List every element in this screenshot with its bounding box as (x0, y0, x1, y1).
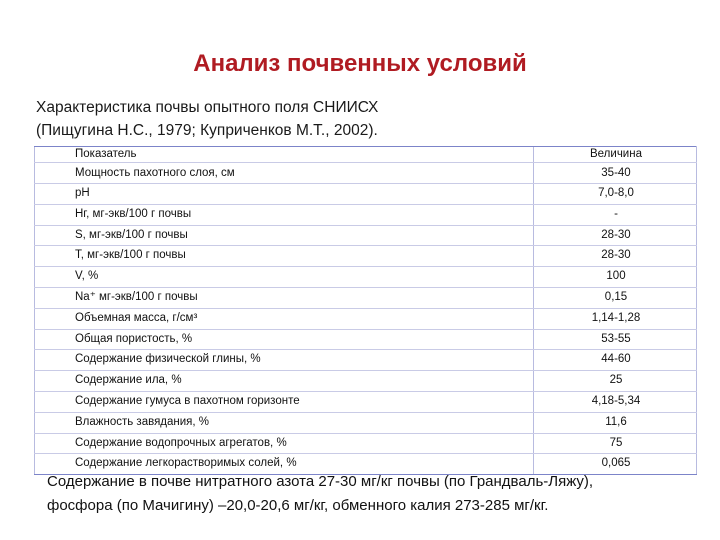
row-indicator: Т, мг-экв/100 г почвы (35, 246, 534, 267)
row-value: 28-30 (534, 246, 697, 267)
table-header-row (35, 147, 697, 163)
row-value: 100 (534, 267, 697, 288)
table-row (35, 371, 697, 392)
row-indicator: Мощность пахотного слоя, см (35, 163, 534, 184)
row-value: 44-60 (534, 350, 697, 371)
footer-line-1: Содержание в почве нитратного азота 27-30 мг/кг почвы (по Грандваль-Ляжу), (47, 473, 594, 490)
row-value: 0,15 (534, 287, 697, 308)
page-title: Анализ почвенных условий (193, 50, 527, 77)
row-indicator: Объемная масса, г/см³ (35, 308, 534, 329)
table-row (35, 391, 697, 412)
table-row (35, 163, 697, 184)
row-value: 1,14-1,28 (534, 308, 697, 329)
table-row (35, 350, 697, 371)
table-row (35, 267, 697, 288)
row-indicator: рН (35, 184, 534, 205)
row-value: 75 (534, 433, 697, 454)
row-indicator: Содержание физической глины, % (35, 350, 534, 371)
row-value: 7,0-8,0 (534, 184, 697, 205)
table-row (35, 287, 697, 308)
row-value: 53-55 (534, 329, 697, 350)
footer-text (47, 470, 697, 518)
table-row (35, 412, 697, 433)
row-indicator: S, мг-экв/100 г почвы (35, 225, 534, 246)
row-value: - (534, 204, 697, 225)
table-row (35, 308, 697, 329)
footer-line-2: фосфора (по Мачигину) –20,0-20,6 мг/кг, обменного калия 273-285 мг/кг. (47, 497, 549, 514)
row-value: 4,18-5,34 (534, 391, 697, 412)
intro-line-1: Характеристика почвы опытного поля СНИИСХ (36, 99, 379, 116)
row-value: 0,065 (534, 454, 697, 475)
row-value: 11,6 (534, 412, 697, 433)
table-row (35, 225, 697, 246)
soil-characteristics-table (34, 146, 697, 475)
table-row (35, 433, 697, 454)
row-value: 25 (534, 371, 697, 392)
table-row (35, 204, 697, 225)
row-indicator: Общая пористость, % (35, 329, 534, 350)
row-indicator: Содержание гумуса в пахотном горизонте (35, 391, 534, 412)
row-value: 28-30 (534, 225, 697, 246)
table-row (35, 184, 697, 205)
header-value: Величина (534, 147, 697, 163)
row-indicator: Нг, мг-экв/100 г почвы (35, 204, 534, 225)
row-indicator: Содержание водопрочных агрегатов, % (35, 433, 534, 454)
row-indicator: Na⁺ мг-экв/100 г почвы (35, 287, 534, 308)
row-value: 35-40 (534, 163, 697, 184)
header-indicator: Показатель (35, 147, 534, 163)
table-row (35, 246, 697, 267)
intro-line-2: (Пищугина Н.С., 1979; Куприченков М.Т., 2002). (36, 122, 378, 139)
row-indicator: Содержание ила, % (35, 371, 534, 392)
table-row (35, 329, 697, 350)
row-indicator: V, % (35, 267, 534, 288)
row-indicator: Содержание легкорастворимых солей, % (35, 454, 534, 475)
row-indicator: Влажность завядания, % (35, 412, 534, 433)
intro-text (36, 96, 696, 142)
